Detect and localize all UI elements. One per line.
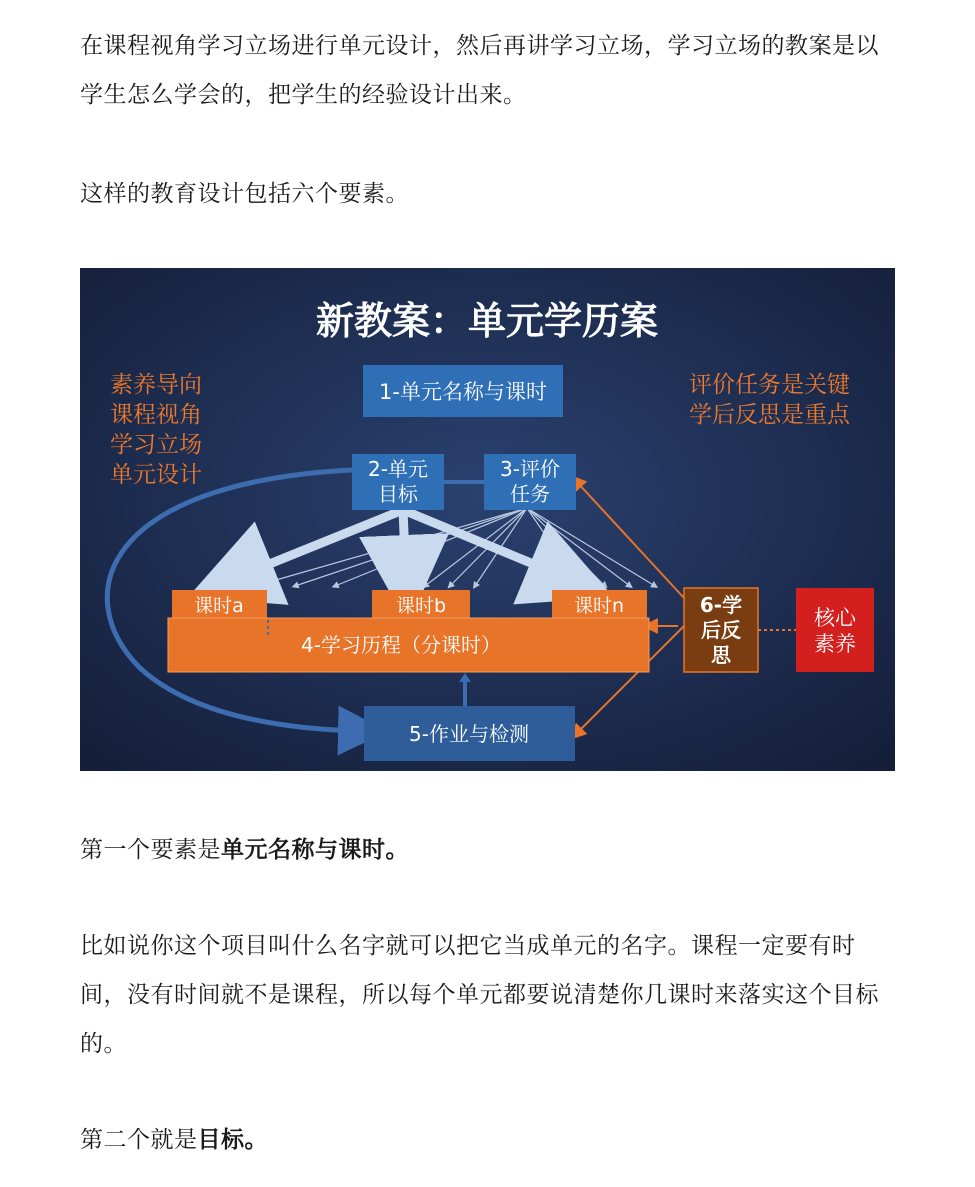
assessment-task-label-1: 3-评价: [500, 457, 560, 481]
left-note-2: 课程视角: [110, 402, 202, 428]
left-note-3: 学习立场: [110, 432, 202, 458]
slide-image: [80, 268, 895, 771]
paragraph-six-elements: 这样的教育设计包括六个要素。: [80, 181, 409, 207]
reflection-label-1: 6-学: [699, 593, 743, 617]
paragraph-element-two: [80, 1116, 900, 1165]
slide-title: 新教案：单元学历案: [315, 299, 659, 343]
lesson-tab-a-label: 课时a: [194, 595, 244, 617]
goal-arrow-b: [403, 510, 406, 580]
paragraph-unit-name-explanation: 比如说你这个项目叫什么名字就可以把它当成单元的名字。课程一定要有时间，没有时间就不是课程，所以每个单元都要说清楚你几课时来落实这个目标的。: [80, 933, 879, 1057]
lesson-tab-n-label: 课时n: [573, 595, 625, 617]
homework-label: 5-作业与检测: [409, 722, 529, 746]
goal-label-1: 2-单元: [368, 457, 428, 481]
goal-label-2: 目标: [378, 482, 418, 506]
right-note-1: 评价任务是关键: [689, 372, 850, 398]
lesson-tab-b-label: 课时b: [395, 595, 447, 617]
core-literacy-label-1: 核心: [814, 606, 856, 630]
core-literacy-box: [796, 588, 874, 672]
element-two-prefix: 第二个就是: [80, 1127, 198, 1153]
left-note-4: 单元设计: [110, 462, 202, 488]
reflection-label-3: 思: [711, 643, 731, 667]
assessment-task-label-2: 任务: [510, 482, 550, 506]
reflection-label-2: 后反: [701, 618, 741, 642]
paragraph-element-one: [80, 826, 900, 875]
learning-process-label: 4-学习历程（分课时）: [301, 633, 501, 657]
element-one-prefix: 第一个要素是: [80, 837, 221, 863]
left-note-1: 素养导向: [110, 372, 202, 398]
core-literacy-label-2: 素养: [814, 632, 856, 656]
element-one-bold: 单元名称与课时。: [221, 837, 409, 863]
element-two-bold: 目标。: [197, 1127, 268, 1153]
unit-name-label: 1-单元名称与课时: [379, 380, 547, 404]
paragraph-intro: 在课程视角学习立场进行单元设计，然后再讲学习立场，学习立场的教案是以学生怎么学会的，把学生的经验设计出来。: [80, 33, 879, 108]
right-note-2: 学后反思是重点: [689, 402, 850, 428]
